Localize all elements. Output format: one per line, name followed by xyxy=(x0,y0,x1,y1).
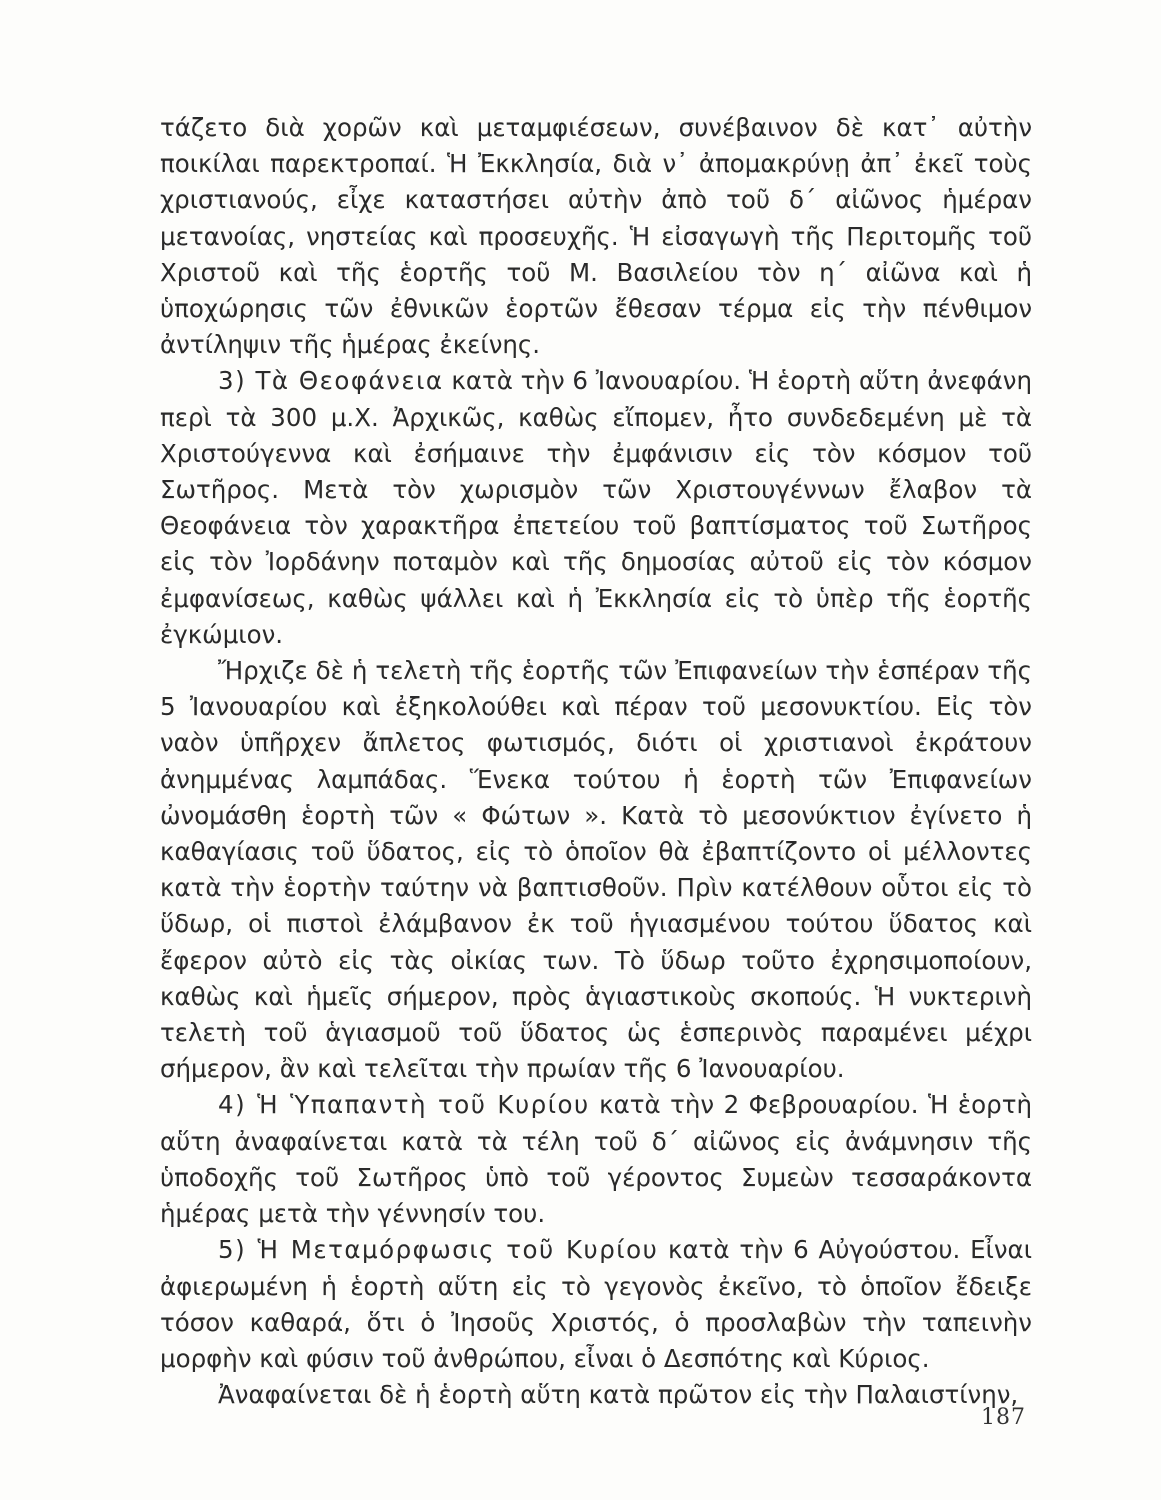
page-number: 187 xyxy=(981,1405,1026,1430)
paragraph-2 xyxy=(160,363,1032,653)
paragraph-4 xyxy=(160,1087,1032,1232)
paragraph-3-text: Ἤρχιζε δὲ ἡ τελετὴ τῆς ἑορτῆς τῶν Ἐπιφανείων τὴν ἑσπέραν τῆς 5 Ἰανουαρίου καὶ ἐξηκολούθει καὶ πέραν τοῦ μεσονυκτίου. Εἰς τὸν ναὸν ὑπῆρχεν ἄπλετος φωτισμός, διότι οἱ χριστιανοὶ ἐκράτουν ἀνημμένας λαμπάδας. Ἕνεκα τούτου ἡ ἑορτὴ τῶν Ἐπιφανείων ὠνομάσθη ἑορτὴ τῶν « Φώτων ». Κατὰ τὸ μεσονύκτιον ἐγίνετο ἡ καθαγίασις τοῦ ὕδατος, εἰς τὸ ὁποῖον θὰ ἐβαπτίζοντο οἱ μέλλοντες κατὰ τὴν ἑορτὴν ταύτην νὰ βαπτισθοῦν. Πρὶν κατέλθουν οὗτοι εἰς τὸ ὕδωρ, οἱ πιστοὶ ἐλάμβανον ἐκ τοῦ ἡγιασμένου τούτου ὕδατος καὶ ἔφερον αὐτὸ εἰς τὰς οἰκίας των. Τὸ ὕδωρ τοῦτο ἐχρησιμοποίουν, καθὼς καὶ ἡμεῖς σήμερον, πρὸς ἁγιαστικοὺς σκοπούς. Ἡ νυκτερινὴ τελετὴ τοῦ ἁγιασμοῦ τοῦ ὕδατος ὡς ἑσπερινὸς παραμένει μέχρι σήμερον, ἂν καὶ τελεῖται τὴν πρωίαν τῆς 6 Ἰανουαρίου. xyxy=(160,656,1032,1084)
paragraph-1-text: τάζετο διὰ χορῶν καὶ μεταμφιέσεων, συνέβαινον δὲ κατ᾿ αὐτὴν ποικίλαι παρεκτροπαί. Ἡ Ἐκκλησία, διὰ ν᾿ ἀπομακρύνῃ ἀπ᾿ ἐκεῖ τοὺς χριστιανούς, εἶχε καταστήσει αὐτὴν ἀπὸ τοῦ δ΄ αἰῶνος ἡμέραν μετανοίας, νηστείας καὶ προσευχῆς. Ἡ εἰσαγωγὴ τῆς Περιτομῆς τοῦ Χριστοῦ καὶ τῆς ἑορτῆς τοῦ Μ. Βασιλείου τὸν η΄ αἰῶνα καὶ ἡ ὑποχώρησις τῶν ἐθνικῶν ἑορτῶν ἔθεσαν τέρμα εἰς τὴν πένθιμον ἀντίληψιν τῆς ἡμέρας ἐκείνης. xyxy=(160,113,1032,360)
page-body xyxy=(160,110,1032,1413)
paragraph-2-text: κατὰ τὴν 6 Ἰανουαρίου. Ἡ ἑορτὴ αὕτη ἀνεφάνη περὶ τὰ 300 μ.Χ. Ἀρχικῶς, καθὼς εἴπομεν, ἦτο συνδεδεμένη μὲ τὰ Χριστούγεννα καὶ ἐσήμαινε τὴν ἐμφάνισιν εἰς τὸν κόσμον τοῦ Σωτῆρος. Μετὰ τὸν χωρισμὸν τῶν Χριστουγέννων ἔλαβον τὰ Θεοφάνεια τὸν χαρακτῆρα ἐπετείου τοῦ βαπτίσματος τοῦ Σωτῆρος εἰς τὸν Ἰορδάνην ποταμὸν καὶ τῆς δημοσίας αὐτοῦ εἰς τὸν κόσμον ἐμφανίσεως, καθὼς ψάλλει καὶ ἡ Ἐκκλησία εἰς τὸ ὑπὲρ τῆς ἑορτῆς ἐγκώμιον. xyxy=(160,366,1032,649)
paragraph-4-text: κατὰ τὴν 2 Φεβρουαρίου. Ἡ ἑορτὴ αὕτη ἀναφαίνεται κατὰ τὰ τέλη τοῦ δ΄ αἰῶνος εἰς ἀνάμνησιν τῆς ὑποδοχῆς τοῦ Σωτῆρος ὑπὸ τοῦ γέροντος Συμεὼν τεσσαράκοντα ἡμέρας μετὰ τὴν γέννησίν του. xyxy=(160,1090,1032,1229)
paragraph-1 xyxy=(160,110,1032,363)
section-heading-hypapante: 4) Ἡ Ὑπαπαντὴ τοῦ Κυρίου xyxy=(218,1090,590,1120)
paragraph-6-text: Ἀναφαίνεται δὲ ἡ ἑορτὴ αὕτη κατὰ πρῶτον εἰς τὴν Παλαιστίνην, xyxy=(218,1380,1019,1410)
paragraph-6 xyxy=(160,1377,1032,1413)
paragraph-5 xyxy=(160,1232,1032,1377)
paragraph-5-text: κατὰ τὴν 6 Αὐγούστου. Εἶναι ἀφιερωμένη ἡ ἑορτὴ αὕτη εἰς τὸ γεγονὸς ἐκεῖνο, τὸ ὁποῖον ἔδειξε τόσον καθαρά, ὅτι ὁ Ἰησοῦς Χριστός, ὁ προσλαβὼν τὴν ταπεινὴν μορφὴν καὶ φύσιν τοῦ ἀνθρώπου, εἶναι ὁ Δεσπότης καὶ Κύριος. xyxy=(160,1235,1032,1373)
section-heading-transfiguration: 5) Ἡ Μεταμόρφωσις τοῦ Κυρίου xyxy=(218,1235,659,1265)
paragraph-3 xyxy=(160,653,1032,1087)
section-heading-theophany: 3) Τὰ Θεοφάνεια xyxy=(218,366,444,396)
